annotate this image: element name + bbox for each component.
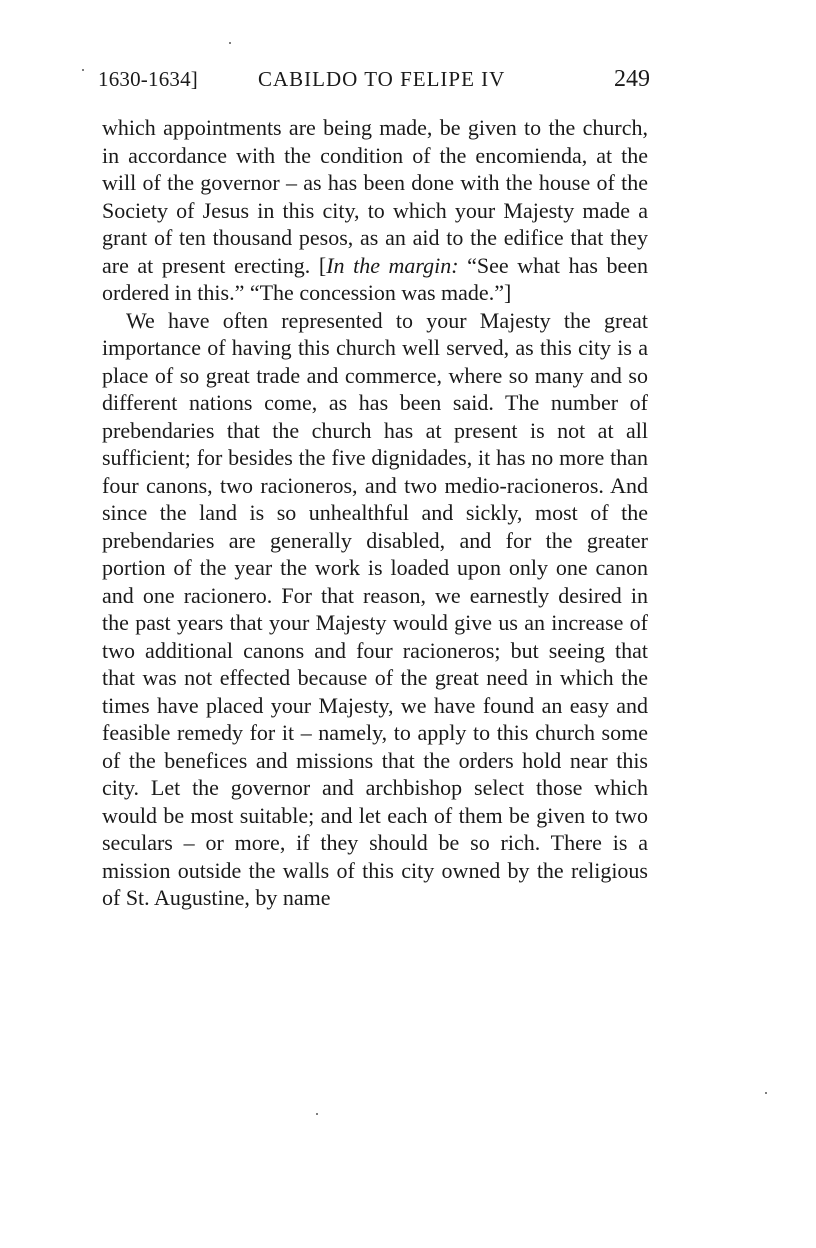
page-speck [82, 69, 84, 71]
paragraph-1-text: which appointments are being made, be given to the church, in accordance with the condition of the encomienda, at the will of the governor – as has been done with the house of the Society of Jesus in this city, to which your Majesty made a grant of ten thousand pesos, as an aid to the edifice that they are at present erecting. [ [102, 115, 648, 278]
paragraph-2: We have often represented to your Majesty the great importance of having this church well served, as this city is a place of so great trade and commerce, where so many and so different nations come, as has been said. The number of prebendaries that the church has at present is not at all sufficient; for besides the five dignidades, it has no more than four canons, two racioneros, and two medio-racioneros. And since the land is so unhealthful and sickly, most of the prebendaries are generally disabled, and for the greater portion of the year the work is loaded upon only one canon and one racionero. For that reason, we earnestly desired in the past years that your Majesty would give us an increase of two additional canons and four racioneros; but seeing that that was not effected because of the great need in which the times have placed your Majesty, we have found an easy and feasible remedy for it – namely, to apply to this church some of the benefices and missions that the orders hold near this city. Let the governor and archbishop select those which would be most suitable; and let each of them be given to two seculars – or more, if they should be so rich. There is a mission outside the walls of this city owned by the religious of St. Augustine, by name [102, 307, 648, 910]
paragraph-1 [102, 114, 648, 307]
body-text [102, 114, 648, 912]
page-speck [765, 1092, 767, 1094]
page-number: 249 [614, 66, 650, 92]
header-title: CABILDO TO FELIPE IV [258, 67, 506, 91]
header-years: 1630-1634] [98, 67, 198, 91]
margin-note-label: In the margin: [326, 252, 459, 278]
page-speck [316, 1113, 318, 1115]
paragraph-1-note-text: “See what has been ordered in this.” “The concession was made.”] [102, 252, 648, 305]
page-speck [229, 42, 231, 44]
running-header [98, 64, 650, 94]
